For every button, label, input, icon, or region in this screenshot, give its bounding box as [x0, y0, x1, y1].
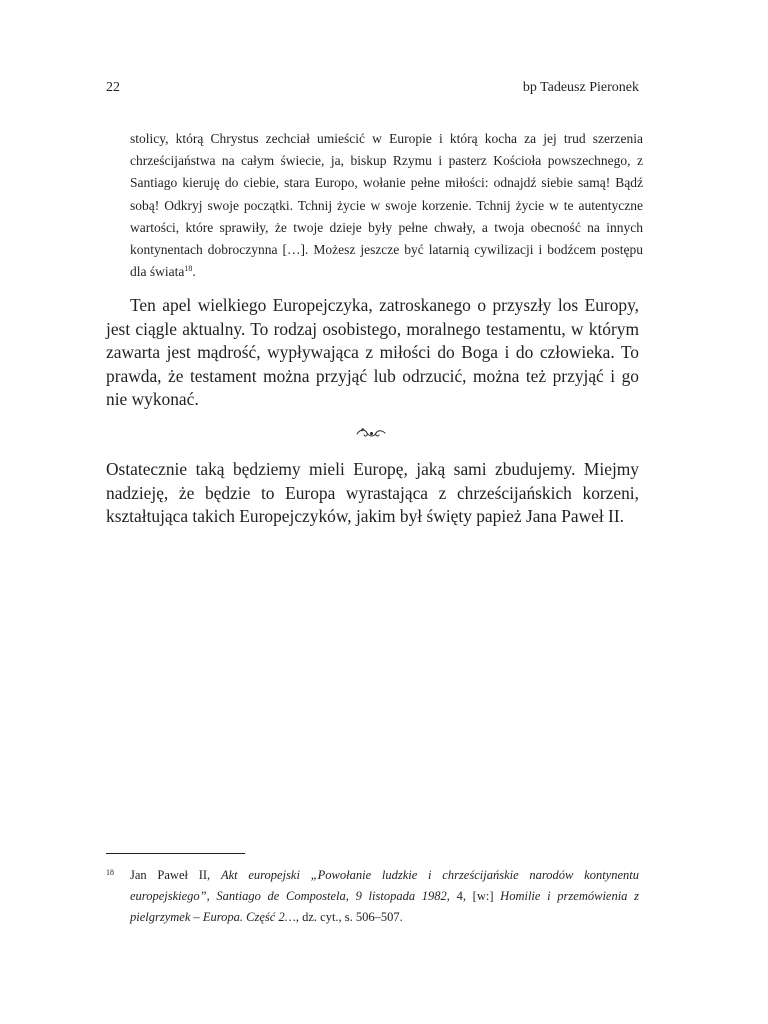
body-paragraph-1	[106, 294, 639, 412]
fleuron-ornament-icon	[354, 426, 388, 440]
footnote-reference: 18	[184, 264, 193, 274]
page-header	[106, 80, 639, 100]
block-quote	[130, 128, 643, 283]
footnote-source: Homilie i przemówienia z pielgrzymek – Europa. Część 2…	[130, 889, 639, 924]
footnote-after-title: , 4, [w:]	[446, 889, 501, 903]
quote-text: stolicy, którą Chrystus zechciał umieścić w Europie i którą kocha za jej trud szerzenia chrześcijaństwa na całym świecie, ja, biskup Rzymu i pasterz Kościoła powszechnego, z Santiago kieruję do ciebie, stara Europo, wołanie pełne miłości: odnajdź siebie samą! Bądź sobą! Odkryj swoje początki. Tchnij życie w swoje korzenie. Tchnij życie w te autentyczne wartości, które sprawiły, że twoje dzieje były pełne chwały, a twoja obecność na innych kontynentach dobroczynna […]. Możesz jeszcze być latarnią cywilizacji i bodźcem postępu dla świata	[130, 131, 643, 280]
footnote-text	[130, 865, 639, 928]
body-paragraph-1-text: Ten apel wielkiego Europejczyka, zatroskanego o przyszły los Europy, jest ciągle aktualny. To rodzaj osobistego, moralnego testamentu, w którym zawarta jest mądrość, wypływająca z miłości do Boga i do człowieka. To prawda, że testament można przyjąć lub odrzucić, można też przyjąć i go nie wykonać.	[106, 295, 639, 409]
footnote-tail: , dz. cyt., s. 506–507.	[295, 910, 403, 924]
running-head: bp Tadeusz Pieronek	[522, 80, 639, 95]
footnote-number: 18	[106, 868, 114, 877]
page-number: 22	[106, 80, 120, 95]
footnote	[106, 865, 639, 928]
footnote-title: Akt europejski „Powołanie ludzkie i chrześcijańskie narodów kontynentu europejskiego”, Santiago de Compostela, 9 listopada 1982	[130, 868, 639, 903]
footnote-separator	[106, 853, 245, 854]
footnote-author: Jan Paweł II,	[130, 868, 221, 882]
quote-paragraph: stolicy, którą Chrystus zechciał umieścić w Europie i którą kocha za jej trud szerzenia chrześcijaństwa na całym świecie, ja, biskup Rzymu i pasterz Kościoła powszechnego, z Santiago kieruję do ciebie, stara Europo, wołanie pełne miłości: odnajdź siebie samą! Bądź sobą! Odkryj swoje początki. Tchnij życie w swoje korzenie. Tchnij życie w te autentyczne wartości, które sprawiły, że twoje dzieje były pełne chwały, a twoja obecność na innych kontynentach dobroczynna […]. Możesz jeszcze być latarnią cywilizacji i bodźcem postępu dla świata$^{18}$.	[130, 131, 643, 280]
body-paragraph-2: Ostatecznie taką będziemy mieli Europę, jaką sami zbudujemy. Miejmy nadzieję, że będzie to Europa wyrastająca z chrześcijańskich korzeni, kształtująca takich Europejczyków, jakim był święty papież Jana Paweł II.	[106, 459, 639, 526]
